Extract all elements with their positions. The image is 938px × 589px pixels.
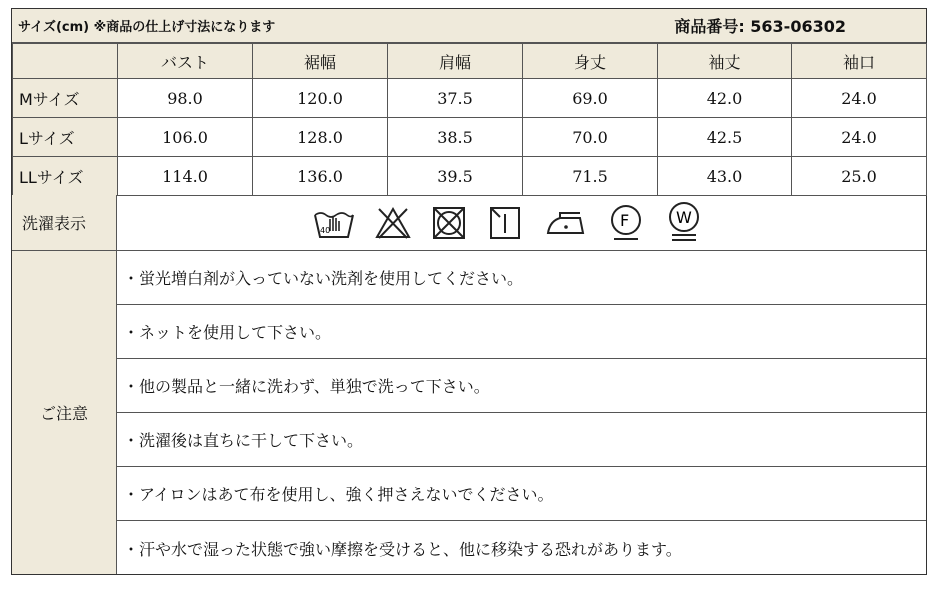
dry-clean-f-icon [606,203,646,243]
table-cell: 98.0 [118,79,253,118]
table-cell: 70.0 [523,118,658,157]
row-label: Lサイズ [13,118,118,157]
wet-clean-w-icon [664,201,704,245]
column-header: 裾幅 [253,44,388,79]
table-cell: 106.0 [118,118,253,157]
notes-label: ご注意 [12,251,117,574]
table-cell: 136.0 [253,157,388,196]
size-table-header-row [13,44,927,79]
list-item: ・洗濯後は直ちに干して下さい。 [117,413,926,467]
column-header: 袖口 [792,44,927,79]
notes-section [12,251,926,574]
table-cell: 24.0 [792,79,927,118]
row-label: Mサイズ [13,79,118,118]
table-cell: 25.0 [792,157,927,196]
header-bar [12,9,926,43]
line-dry-shade-icon [486,205,524,241]
table-cell: 38.5 [388,118,523,157]
no-bleach-icon [374,205,412,241]
list-item: ・アイロンはあて布を使用し、強く押さえないでください。 [117,467,926,521]
table-cell: 114.0 [118,157,253,196]
table-cell: 39.5 [388,157,523,196]
dry-clean-letter: F [620,211,630,230]
list-item: ・汗や水で湿った状態で強い摩擦を受けると、他に移染する恐れがあります。 [123,539,682,559]
size-table [12,43,927,196]
table-cell: 69.0 [523,79,658,118]
table-row [13,118,927,157]
care-section [12,195,926,251]
product-number: 商品番号: 563-06302 [674,17,846,36]
column-header: バスト [118,44,253,79]
list-item: ・ネットを使用して下さい。 [117,305,926,359]
column-header: 袖丈 [658,44,792,79]
size-table-corner [13,44,118,79]
table-cell: 128.0 [253,118,388,157]
size-unit-note: サイズ(cm) ※商品の仕上げ寸法になります [18,20,276,35]
table-row [13,79,927,118]
table-cell: 43.0 [658,157,792,196]
table-cell: 120.0 [253,79,388,118]
no-tumble-dry-icon [430,205,468,241]
list-item: ・他の製品と一緒に洗わず、単独で洗って下さい。 [117,359,926,413]
table-cell: 42.0 [658,79,792,118]
size-info-sheet [11,8,927,575]
table-cell: 42.5 [658,118,792,157]
hand-wash-icon [312,205,356,241]
column-header: 身丈 [523,44,658,79]
table-cell: 24.0 [792,118,927,157]
wet-clean-letter: W [676,208,692,227]
row-label: LLサイズ [13,157,118,196]
column-header: 肩幅 [388,44,523,79]
table-row [13,157,927,196]
table-cell: 37.5 [388,79,523,118]
care-symbols [312,201,704,245]
wash-temp-label: 40 [320,226,331,235]
table-cell: 71.5 [523,157,658,196]
care-label: 洗濯表示 [12,195,117,250]
list-item: ・蛍光増白剤が入っていない洗剤を使用してください。 [117,251,926,305]
iron-low-icon [542,205,588,241]
